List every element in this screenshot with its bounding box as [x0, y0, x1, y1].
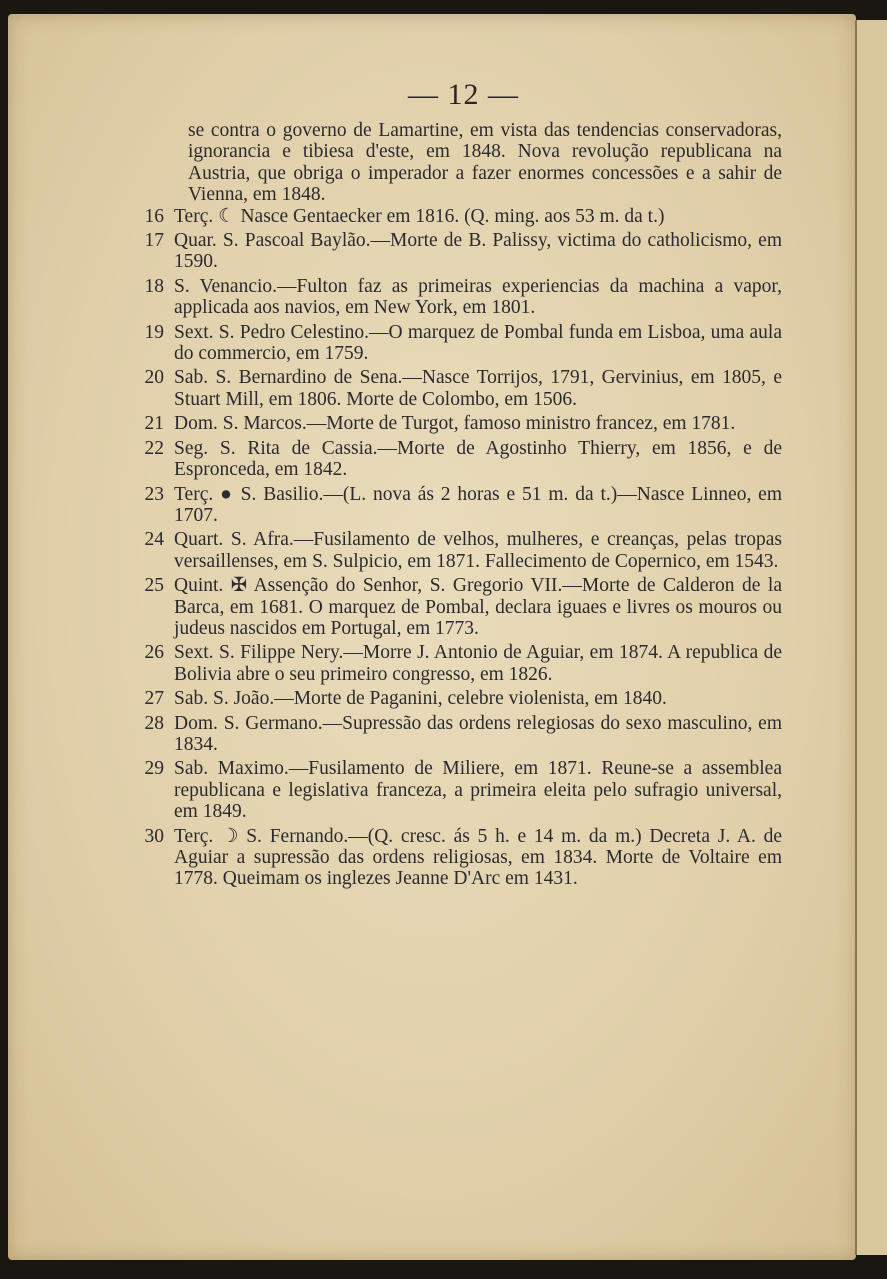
day-number: 16	[144, 205, 164, 227]
day-number: 25	[144, 575, 164, 597]
entry-text: Seg. S. Rita de Cassia.—Morte de Agostinho Thierry, em 1856, e de Espronceda, em 1842.	[174, 437, 782, 481]
day-number: 26	[144, 642, 164, 664]
calendar-entry	[130, 367, 782, 410]
next-page-edge	[855, 20, 887, 1255]
entry-text: Sab. S. Bernardino de Sena.—Nasce Torrijos, 1791, Gervinius, em 1805, e Stuart Mill, em 1806. Morte de Colombo, em 1506.	[174, 367, 782, 410]
continued-paragraph: se contra o governo de Lamartine, em vista das tendencias conservadoras, ignorancia e tibiesa d'este, em 1848. Nova revolução republicana na Austria, que obriga o imperador a fazer enormes concessões e a sahir de Vienna, em 1848.	[188, 120, 782, 206]
entry-text: Quart. S. Afra.—Fusilamento de velhos, mulheres, e creanças, pelas tropas versaillenses, em S. Sulpicio, em 1871. Fallecimento de Copernico, em 1543.	[174, 529, 782, 572]
calendar-entry	[130, 230, 782, 273]
entry-text: Quint. ✠ Assenção do Senhor, S. Gregorio VII.—Morte de Calderon de la Barca, em 1681. O marquez de Pombal, declara iguaes e livres os mouros ou judeus nascidos em Portugal, em 1773.	[174, 575, 782, 639]
day-number: 19	[144, 321, 164, 343]
calendar-entry	[130, 276, 782, 319]
calendar-entry	[130, 438, 782, 481]
calendar-entry	[130, 484, 782, 527]
day-number: 21	[144, 413, 164, 435]
entry-text: Dom. S. Germano.—Supressão das ordens relegiosas do sexo masculino, em 1834.	[174, 712, 782, 755]
calendar-entries	[130, 206, 782, 890]
day-number: 28	[144, 712, 164, 734]
calendar-text	[130, 120, 782, 890]
day-number: 30	[144, 825, 164, 847]
day-number: 27	[144, 688, 164, 710]
entry-text: Dom. S. Marcos.—Morte de Turgot, famoso ministro francez, em 1781.	[174, 413, 736, 435]
entry-text: S. Venancio.—Fulton faz as primeiras experiencias da machina a vapor, applicada aos navios, em New York, em 1801.	[174, 275, 782, 319]
calendar-entry	[130, 713, 782, 756]
calendar-entry	[130, 575, 782, 639]
entry-text: Sab. Maximo.—Fusilamento de Miliere, em 1871. Reune-se a assemblea republicana e legislativa franceza, a primeira eleita pelo sufragio universal, em 1849.	[174, 758, 782, 823]
day-number: 18	[144, 275, 164, 297]
day-number: 29	[144, 758, 164, 780]
page-number: — 12 —	[408, 78, 519, 111]
calendar-entry	[130, 758, 782, 822]
entry-text: Sext. S. Filippe Nery.—Morre J. Antonio de Aguiar, em 1874. A republica de Bolivia abre o seu primeiro congresso, em 1826.	[174, 642, 782, 685]
entry-text: Terç. ☽ S. Fernando.—(Q. cresc. ás 5 h. e 14 m. da m.) Decreta J. A. de Aguiar a supressão das ordens religiosas, em 1834. Morte de Voltaire em 1778. Queimam os inglezes Jeanne D'Arc em 1431.	[174, 825, 782, 890]
entry-text: Sext. S. Pedro Celestino.—O marquez de Pombal funda em Lisboa, uma aula do commercio, em 1759.	[174, 321, 782, 365]
day-number: 20	[144, 367, 164, 389]
entry-text: Terç. ☾ Nasce Gentaecker em 1816. (Q. ming. aos 53 m. da t.)	[174, 205, 665, 227]
entry-text: Quar. S. Pascoal Baylão.—Morte de B. Palissy, victima do catholicismo, em 1590.	[174, 230, 782, 273]
calendar-entry	[130, 529, 782, 572]
entry-text: Terç. ● S. Basilio.—(L. nova ás 2 horas e 51 m. da t.)—Nasce Linneo, em 1707.	[174, 483, 782, 526]
day-number: 17	[144, 230, 164, 252]
calendar-entry	[130, 826, 782, 890]
calendar-entry	[130, 413, 782, 434]
calendar-entry	[130, 688, 782, 709]
calendar-entry	[130, 642, 782, 685]
day-number: 23	[144, 483, 164, 505]
day-number: 24	[144, 529, 164, 551]
calendar-entry	[130, 206, 782, 227]
day-number: 22	[144, 437, 164, 459]
calendar-entry	[130, 322, 782, 365]
entry-text: Sab. S. João.—Morte de Paganini, celebre violenista, em 1840.	[174, 688, 667, 710]
